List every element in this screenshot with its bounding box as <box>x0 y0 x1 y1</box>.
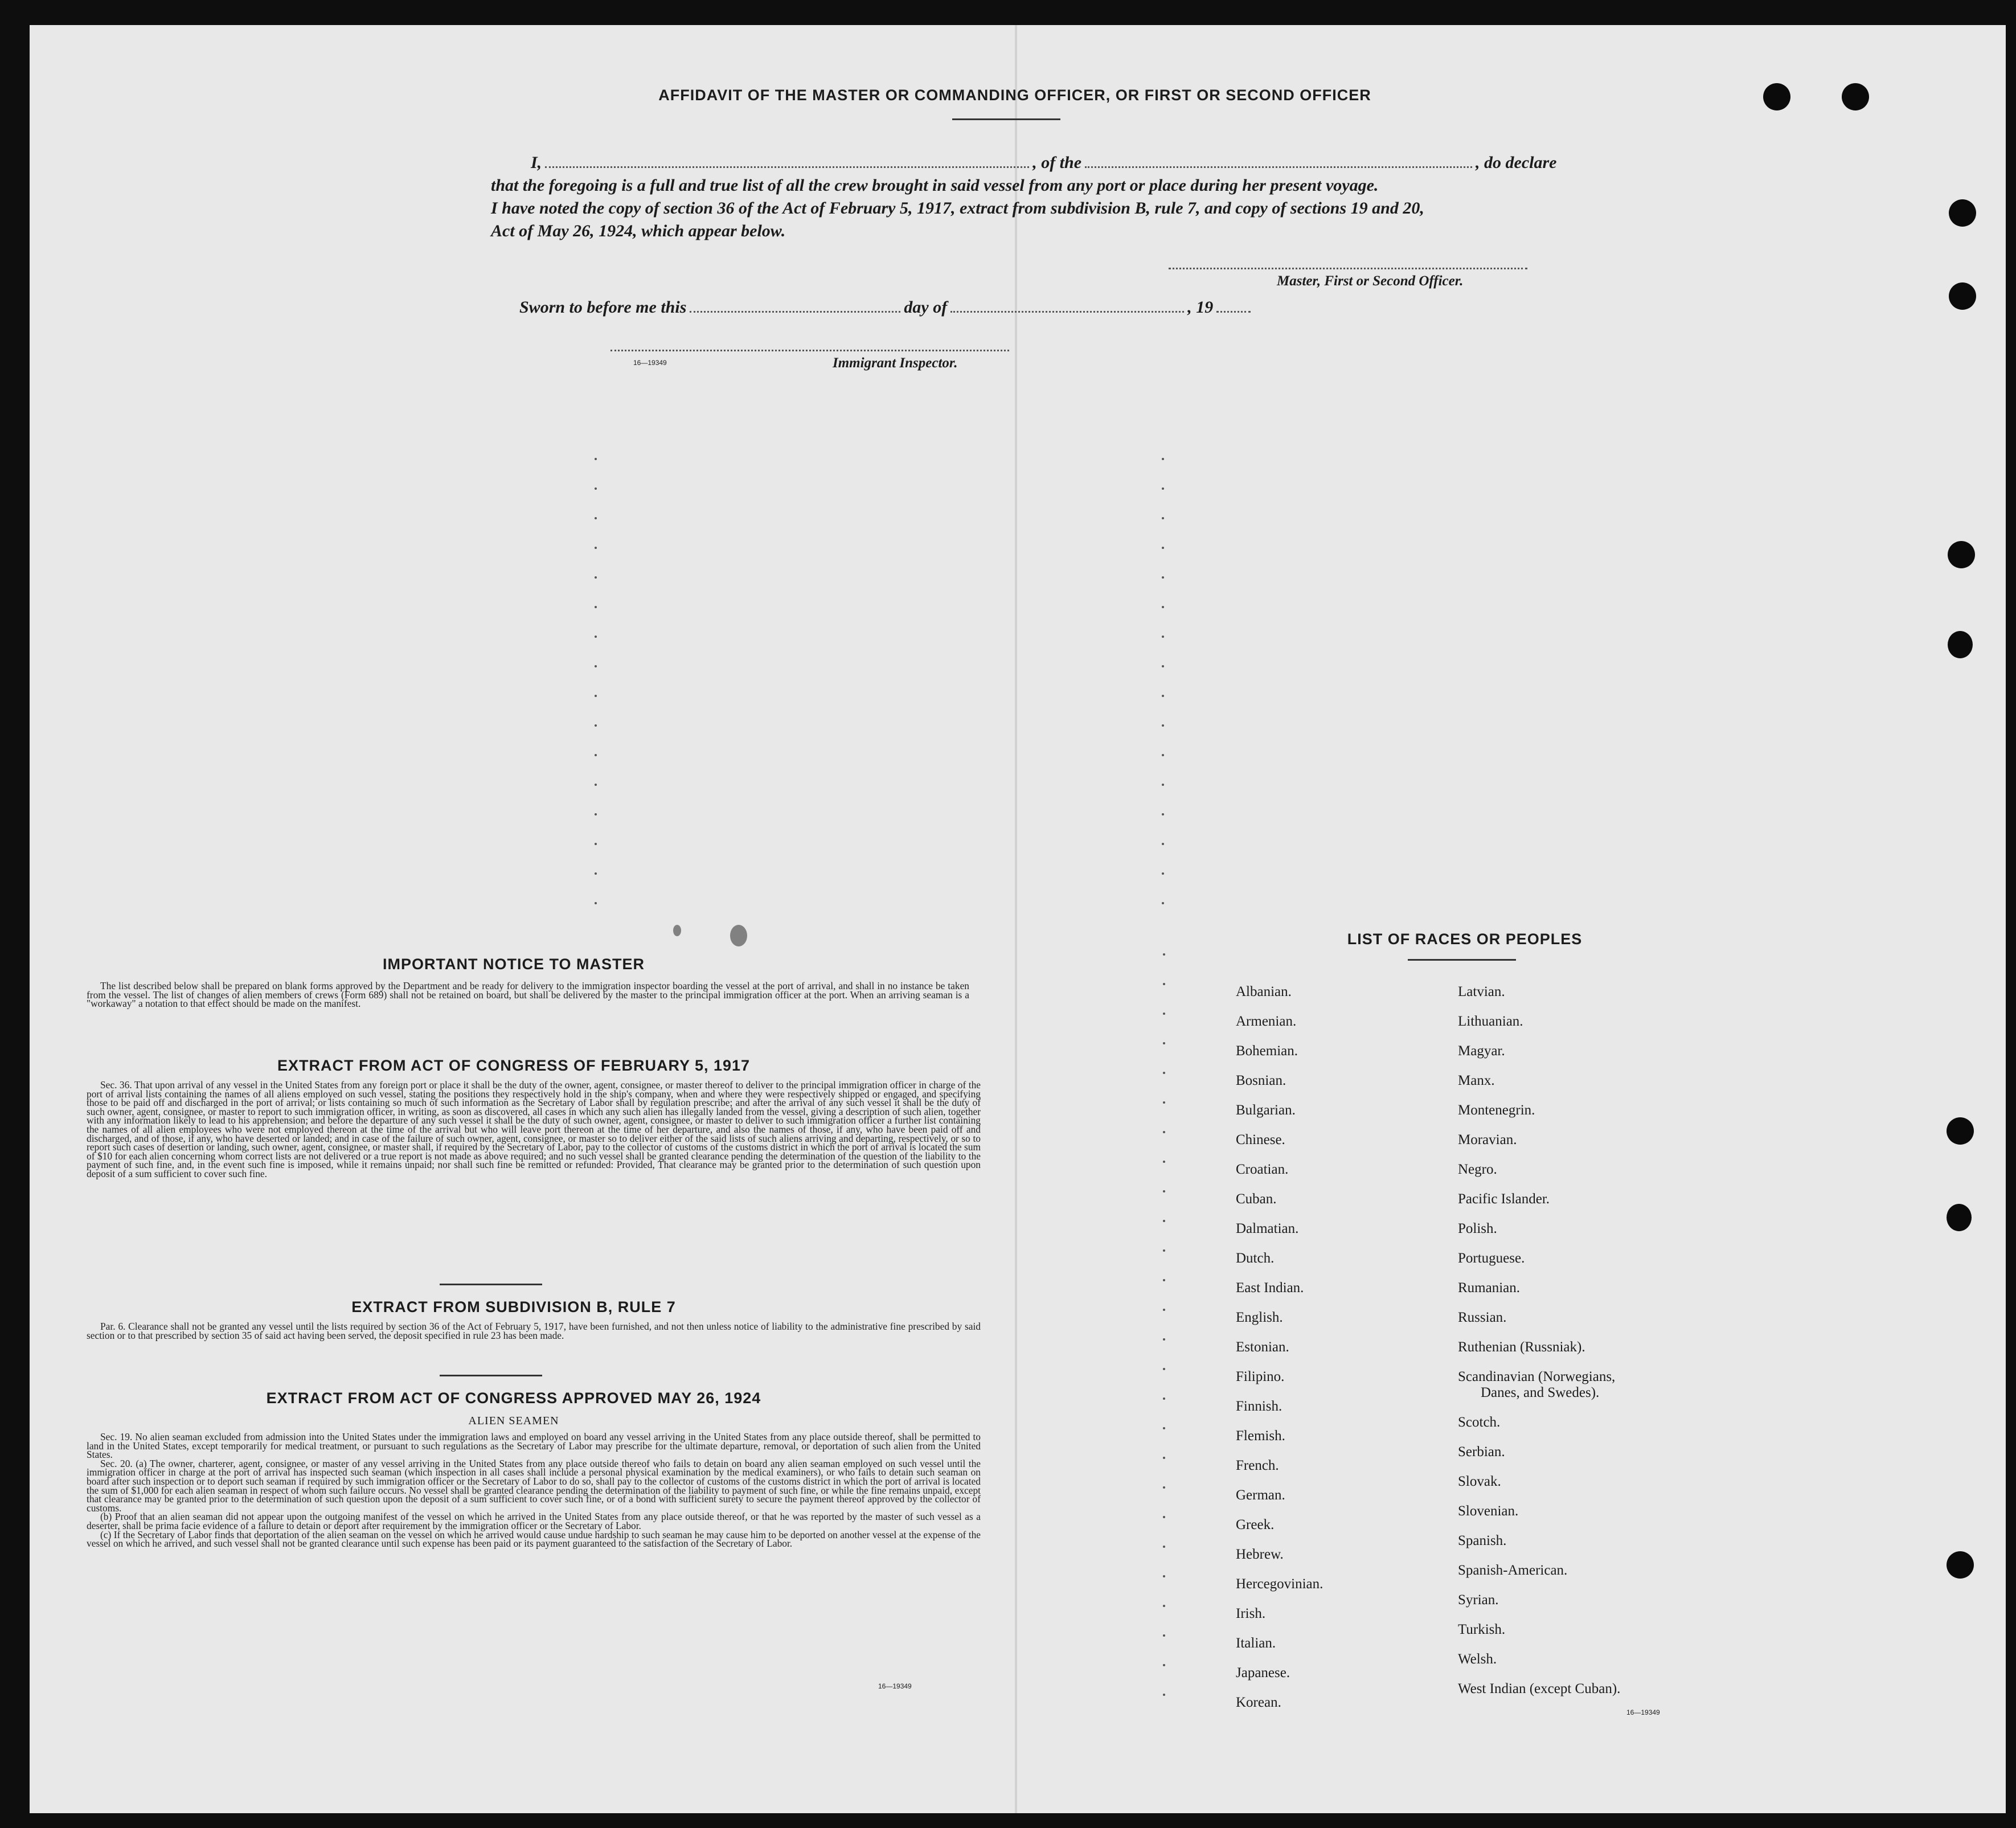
show-through-dot <box>1163 1249 1165 1252</box>
race-item: Magyar. <box>1458 1043 1505 1059</box>
affidavit-declare: , do declare <box>1476 153 1557 172</box>
races-underline <box>1408 959 1516 961</box>
race-item: Polish. <box>1458 1221 1497 1236</box>
extract-1924-body <box>87 1433 981 1548</box>
race-item: Portuguese. <box>1458 1251 1525 1266</box>
document-sheet <box>30 25 2006 1813</box>
sec-20a-paragraph: Sec. 20. (a) The owner, charterer, agent, consignee, or master of any vessel arriving in the United States from any place outside thereof who fails to detain on board any alien seaman employed on such vessel until the immigration officer in charge at the port of arrival has inspected such seaman (which inspection in all cases shall include a personal physical examination by the medical examiners), or who fails to detain such seaman on board after such inspection or to deport such seaman if required by such immigration officer or the Secretary of Labor to do so, shall pay to the collector of customs of the customs district in which the port of arrival is located the sum of $1,000 for each alien seaman in respect of whom such failure occurs. No vessel shall be granted clearance pending the determination of the liability to payment of such fine, or while the fine remains unpaid, except that clearance may be granted prior to the determination of such question upon the deposit of a sum sufficient to cover such fine, or of a bond with sufficient surety to secure the payment thereof approved by the collector of customs. <box>87 1457 981 1514</box>
show-through-dot <box>1163 1042 1165 1044</box>
center-fold <box>1015 25 1017 1813</box>
show-through-dot <box>1162 902 1164 904</box>
par-6-paragraph: Par. 6. Clearance shall not be granted any vessel until the lists required by section 36 of the Act of February 5, 1917, have been furnished, and not then unless notice of liability to the administrative fine prescribed by said section or to that prescribed by section 35 of said act having been served, the deposit specified in rule 23 has been made. <box>87 1321 981 1341</box>
sec-19-paragraph: Sec. 19. No alien seaman excluded from admission into the United States under the immigration laws and employed on board any vessel arriving in the United States from any place outside thereof, shall be permitted to land in the United States, except temporarily for medical treatment, or pursuant to such regulations as the Secretary of Labor may prescribe for the ultimate departure, removal, or deportation of such alien from the United States. <box>87 1431 981 1461</box>
show-through-dot <box>1163 983 1165 985</box>
race-item: Slovak. <box>1458 1474 1501 1489</box>
race-item: Montenegrin. <box>1458 1102 1535 1118</box>
race-item: Hebrew. <box>1236 1547 1284 1562</box>
affidavit-of-the: , of the <box>1032 153 1082 172</box>
show-through-dot <box>1163 1427 1165 1429</box>
show-through-dot <box>1162 784 1164 786</box>
show-through-dot <box>1163 1013 1165 1015</box>
show-through-dot <box>595 843 597 845</box>
punch-hole <box>1948 541 1975 568</box>
show-through-dot <box>1163 1664 1165 1666</box>
show-through-dot <box>1162 487 1164 490</box>
show-through-dot <box>595 754 597 756</box>
race-item: Manx. <box>1458 1073 1495 1088</box>
master-signature-line[interactable] <box>1169 268 1527 269</box>
show-through-dot <box>595 902 597 904</box>
sworn-line <box>519 296 1254 319</box>
ink-smudge <box>730 925 747 946</box>
show-through-dot <box>1162 813 1164 815</box>
punch-hole <box>1949 282 1976 310</box>
show-through-dot <box>1162 458 1164 460</box>
show-through-dot <box>1163 1486 1165 1489</box>
race-item: Latvian. <box>1458 984 1505 999</box>
sec-20b-paragraph: (b) Proof that an alien seaman did not appear upon the outgoing manifest of the vessel on which he arrived in the United States from any place outside thereof, or that he was reported by the master of such vessel as a deserter, shall be prima facie evidence of a failure to detain or deport after requirement by the immigration officer or the Secretary of Labor. <box>87 1511 981 1531</box>
show-through-dot <box>1163 1605 1165 1607</box>
show-through-dot <box>1163 1309 1165 1311</box>
notice-body <box>87 982 969 1009</box>
show-through-dot <box>1163 1101 1165 1104</box>
show-through-dot <box>1163 1131 1165 1133</box>
affidavit-line4: Act of May 26, 1924, which appear below. <box>491 222 786 240</box>
show-through-dot <box>1162 843 1164 845</box>
race-item: West Indian (except Cuban). <box>1458 1681 1621 1696</box>
sworn-day-of: day of <box>904 298 948 317</box>
show-through-dot <box>1162 517 1164 519</box>
show-through-dot <box>595 665 597 667</box>
race-item: Estonian. <box>1236 1339 1289 1355</box>
punch-hole <box>1763 83 1790 110</box>
extract-1924-heading: EXTRACT FROM ACT OF CONGRESS APPROVED MAY 26, 1924 <box>266 1390 761 1407</box>
race-item: Irish. <box>1236 1606 1266 1621</box>
race-item: Bohemian. <box>1236 1043 1298 1059</box>
race-item: Syrian. <box>1458 1592 1499 1608</box>
show-through-dot <box>1163 1575 1165 1577</box>
punch-hole <box>1947 1551 1974 1579</box>
show-through-dot <box>1162 547 1164 549</box>
race-item: Scotch. <box>1458 1415 1501 1430</box>
race-item: Finnish. <box>1236 1399 1282 1414</box>
race-item: Turkish. <box>1458 1622 1506 1637</box>
extract-1917-body <box>87 1081 981 1179</box>
show-through-dot <box>1162 606 1164 608</box>
race-item: Slovenian. <box>1458 1503 1519 1519</box>
show-through-dot <box>1163 1368 1165 1370</box>
race-item: Spanish. <box>1458 1533 1507 1548</box>
show-through-dot <box>595 547 597 549</box>
race-item: Negro. <box>1458 1162 1497 1177</box>
show-through-dot <box>595 784 597 786</box>
show-through-dot <box>1163 1516 1165 1518</box>
race-item: Albanian. <box>1236 984 1292 999</box>
show-through-dot <box>595 724 597 727</box>
race-item: Ruthenian (Russniak). <box>1458 1339 1585 1355</box>
race-item: Bosnian. <box>1236 1073 1286 1088</box>
race-item: Welsh. <box>1458 1651 1497 1667</box>
race-item: English. <box>1236 1310 1283 1325</box>
show-through-dot <box>1163 953 1165 956</box>
show-through-dot <box>595 636 597 638</box>
race-item: Russian. <box>1458 1310 1507 1325</box>
race-item: Hercegovinian. <box>1236 1576 1323 1592</box>
affidavit-line1 <box>491 151 1584 174</box>
name-blank[interactable] <box>545 166 1029 168</box>
show-through-dot <box>1163 1161 1165 1163</box>
punch-hole <box>1842 83 1869 110</box>
alien-seamen-subheading: ALIEN SEAMEN <box>468 1415 559 1427</box>
show-through-dot <box>1163 1634 1165 1637</box>
race-item: Dutch. <box>1236 1251 1275 1266</box>
race-item: Bulgarian. <box>1236 1102 1296 1118</box>
races-heading: LIST OF RACES OR PEOPLES <box>1347 931 1583 948</box>
show-through-dot <box>1162 636 1164 638</box>
sworn-year: , 19 <box>1187 298 1214 317</box>
title-underline <box>952 118 1060 120</box>
show-through-dot <box>1162 872 1164 875</box>
race-item: Rumanian. <box>1458 1280 1521 1296</box>
affidavit-line3: I have noted the copy of section 36 of the Act of February 5, 1917, extract from subdivision B, rule 7, and copy of sections 19 and 20, <box>491 199 1424 218</box>
race-item: Greek. <box>1236 1517 1275 1532</box>
race-item: French. <box>1236 1458 1279 1473</box>
show-through-dot <box>1163 1457 1165 1459</box>
ink-smudge <box>673 925 681 936</box>
race-item: Pacific Islander. <box>1458 1191 1550 1207</box>
show-through-dot <box>1163 1072 1165 1074</box>
race-item: East Indian. <box>1236 1280 1304 1296</box>
affidavit-form-number: 16—19349 <box>633 359 667 367</box>
extract-form-number: 16—19349 <box>878 1682 912 1690</box>
show-through-dot <box>595 517 597 519</box>
race-item: Danes, and Swedes). <box>1481 1385 1600 1400</box>
section-divider <box>440 1284 542 1285</box>
punch-hole <box>1949 199 1976 227</box>
subdivision-b-heading: EXTRACT FROM SUBDIVISION B, RULE 7 <box>351 1298 676 1315</box>
race-item: Croatian. <box>1236 1162 1289 1177</box>
race-item: Scandinavian (Norwegians, <box>1458 1369 1616 1384</box>
show-through-dot <box>1163 1190 1165 1192</box>
race-item: Lithuanian. <box>1458 1014 1523 1029</box>
race-item: Armenian. <box>1236 1014 1297 1029</box>
show-through-dot <box>1163 1546 1165 1548</box>
subdivision-b-body <box>87 1322 981 1340</box>
race-item: Dalmatian. <box>1236 1221 1299 1236</box>
races-form-number: 16—19349 <box>1626 1708 1660 1716</box>
race-item: Japanese. <box>1236 1665 1290 1681</box>
race-item: Serbian. <box>1458 1444 1505 1460</box>
punch-hole <box>1947 1117 1974 1145</box>
sworn-prefix: Sworn to before me this <box>519 298 687 317</box>
sworn-day-blank[interactable] <box>690 311 900 313</box>
race-item: Filipino. <box>1236 1369 1285 1384</box>
punch-hole <box>1947 1204 1972 1231</box>
show-through-dot <box>1162 576 1164 579</box>
show-through-dot <box>595 458 597 460</box>
master-signature-label: Master, First or Second Officer. <box>1277 273 1464 289</box>
race-item: Korean. <box>1236 1695 1281 1710</box>
affidavit-i: I, <box>531 153 542 172</box>
race-item: Moravian. <box>1458 1132 1517 1147</box>
extract-1917-heading: EXTRACT FROM ACT OF CONGRESS OF FEBRUARY 5, 1917 <box>277 1057 751 1074</box>
show-through-dot <box>595 487 597 490</box>
sec-36-paragraph: Sec. 36. That upon arrival of any vessel in the United States from any foreign port or place it shall be the duty of the owner, agent, consignee, or master thereof to deliver to the principal immigration officer in charge of the port of arrival lists containing the names of all aliens employed on such vessel, stating the positions they respectively hold in the ship's company, when and where they were respectively shipped or engaged, and specifying those to be paid off and discharged in the port of arrival; or lists containing so much of such information as the Secretary of Labor shall by regulation prescribe; and after the arrival of any such vessel it shall be the duty of such owner, agent, consignee, or master to report to such immigration officer, in writing, as soon as discovered, all cases in which any such alien has illegally landed from the vessel, giving a description of such alien, together with any information likely to lead to his apprehension; and before the departure of any such vessel it shall be the duty of such owner, agent, consignee, or master to deliver to such immigration officer a further list containing the names of all alien employees who were not employed thereon at the time of the arrival but who will leave port thereon at the time of her departure, and also the names of those, if any, who have been paid off and discharged, and of those, if any, who have deserted or landed; and in case of the failure of such owner, agent, consignee, or master so to deliver either of the said lists of such aliens arriving and departing, respectively, or so to report such cases of desertion or landing, such owner, agent, consignee, or master shall, if required by the Secretary of Labor, pay to the collector of customs of the customs district in which the port of arrival is located the sum of $10 for each alien concerning whom correct lists are not delivered or a true report is not made as above required; and no such vessel shall be granted clearance pending the determination of the question of the liability to the payment of such fine, and, in the event such fine is imposed, while it remains unpaid; nor shall such fine be remitted or refunded: Provided, That clearance may be granted prior to the determination of such question upon deposit of a sum sufficient to cover such fine. <box>87 1079 981 1179</box>
show-through-dot <box>595 872 597 875</box>
punch-hole <box>1948 631 1973 658</box>
race-item: Flemish. <box>1236 1428 1285 1444</box>
show-through-dot <box>1163 1279 1165 1281</box>
race-item: Chinese. <box>1236 1132 1285 1147</box>
sec-20c-paragraph: (c) If the Secretary of Labor finds that deportation of the alien seaman on the vessel on which he arrived would cause undue hardship to such seaman he may cause him to be deported on another vessel at the expense of the vessel on which he arrived, and such vessel shall not be granted clearance until such expense has been paid or its payment guaranteed to the satisfaction of the Secretary of Labor. <box>87 1528 981 1550</box>
show-through-dot <box>1163 1220 1165 1222</box>
section-divider <box>440 1375 542 1376</box>
notice-paragraph: The list described below shall be prepared on blank forms approved by the Department and be ready for delivery to the immigration inspector boarding the vessel at the port of arrival, and shall in no instance be taken from the vessel. The list of changes of alien members of crews (Form 689) shall not be retained on board, but shall be delivered by the master to the principal immigration officer at the port. When an arriving seaman is a "workaway" a notation to that effect should be made on the manifest. <box>87 980 969 1010</box>
show-through-dot <box>1162 665 1164 667</box>
show-through-dot <box>1162 724 1164 727</box>
affidavit-line2: that the foregoing is a full and true list of all the crew brought in said vessel from any port or place during her present voyage. <box>491 176 1379 195</box>
show-through-dot <box>1162 695 1164 697</box>
race-item: Spanish-American. <box>1458 1563 1568 1578</box>
show-through-dot <box>1163 1694 1165 1696</box>
sworn-month-blank[interactable] <box>950 311 1184 313</box>
show-through-dot <box>1162 754 1164 756</box>
show-through-dot <box>595 695 597 697</box>
show-through-dot <box>1163 1397 1165 1400</box>
race-item: Italian. <box>1236 1636 1276 1651</box>
show-through-dot <box>595 606 597 608</box>
race-item: German. <box>1236 1487 1285 1503</box>
vessel-blank[interactable] <box>1085 166 1472 168</box>
show-through-dot <box>1163 1338 1165 1341</box>
sworn-year-blank[interactable] <box>1216 311 1251 313</box>
show-through-dot <box>595 813 597 815</box>
race-item: Cuban. <box>1236 1191 1277 1207</box>
show-through-dot <box>595 576 597 579</box>
notice-heading: IMPORTANT NOTICE TO MASTER <box>383 956 645 973</box>
inspector-signature-line[interactable] <box>610 350 1009 351</box>
affidavit-title: AFFIDAVIT OF THE MASTER OR COMMANDING OFFICER, OR FIRST OR SECOND OFFICER <box>658 87 1371 104</box>
inspector-label: Immigrant Inspector. <box>833 355 958 371</box>
